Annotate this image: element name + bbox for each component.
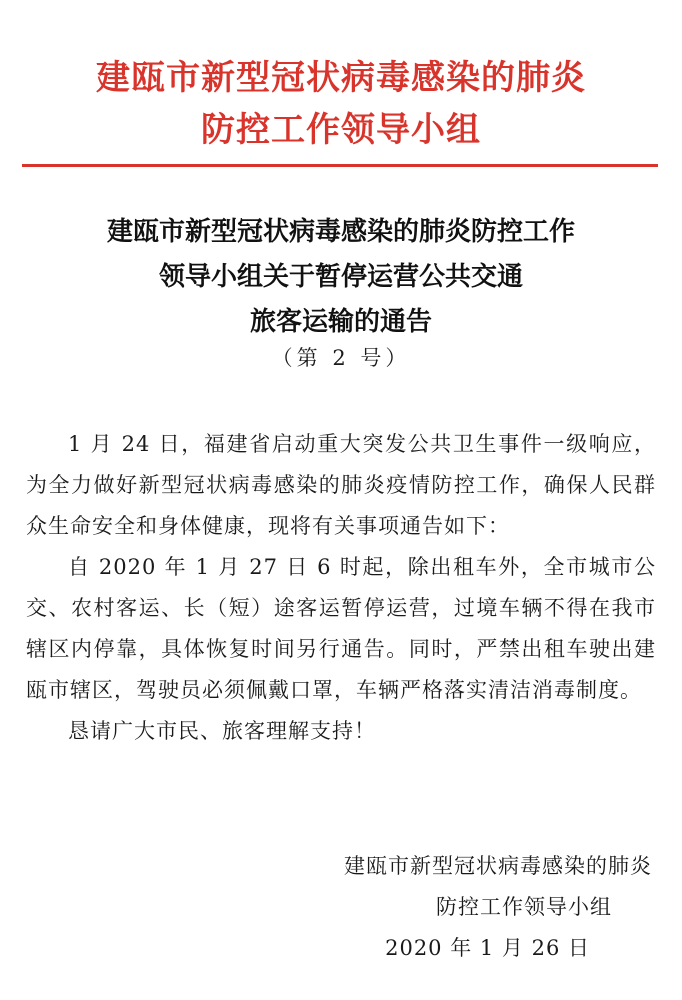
issuing-authority-header [0,52,682,156]
header-line-2: 防控工作领导小组 [201,110,481,150]
paragraph-2: 自 2020 年 1 月 27 日 6 时起，除出租车外，全市城市公交、农村客运、长（短）途客运暂停运营，过境车辆不得在我市辖区内停靠，具体恢复时间另行通告。同时，严禁出租车驶出建瓯市辖区，驾驶员必须佩戴口罩，车辆严格落实清洁消毒制度。 [26,555,656,702]
paragraph-3: 恳请广大市民、旅客理解支持！ [68,719,376,743]
signature-block [292,846,652,969]
notice-body [26,424,656,752]
title-line-2: 领导小组关于暂停运营公共交通 [158,262,523,292]
notice-number: （第 2 号） [271,346,411,370]
signature-line-1: 建瓯市新型冠状病毒感染的肺炎 [344,854,652,878]
signature-date: 2020 年 1 月 26 日 [385,936,590,960]
title-line-1: 建瓯市新型冠状病毒感染的肺炎防控工作 [106,217,575,247]
header-line-1: 建瓯市新型冠状病毒感染的肺炎 [96,58,586,98]
red-divider-line [22,164,658,167]
signature-line-2: 防控工作领导小组 [436,895,612,919]
title-line-3: 旅客运输的通告 [249,307,432,337]
paragraph-1: 1 月 24 日，福建省启动重大突发公共卫生事件一级响应，为全力做好新型冠状病毒感染的肺炎疫情防控工作，确保人民群众生命安全和身体健康，现将有关事项通告如下： [26,432,656,538]
notice-title [0,210,682,345]
